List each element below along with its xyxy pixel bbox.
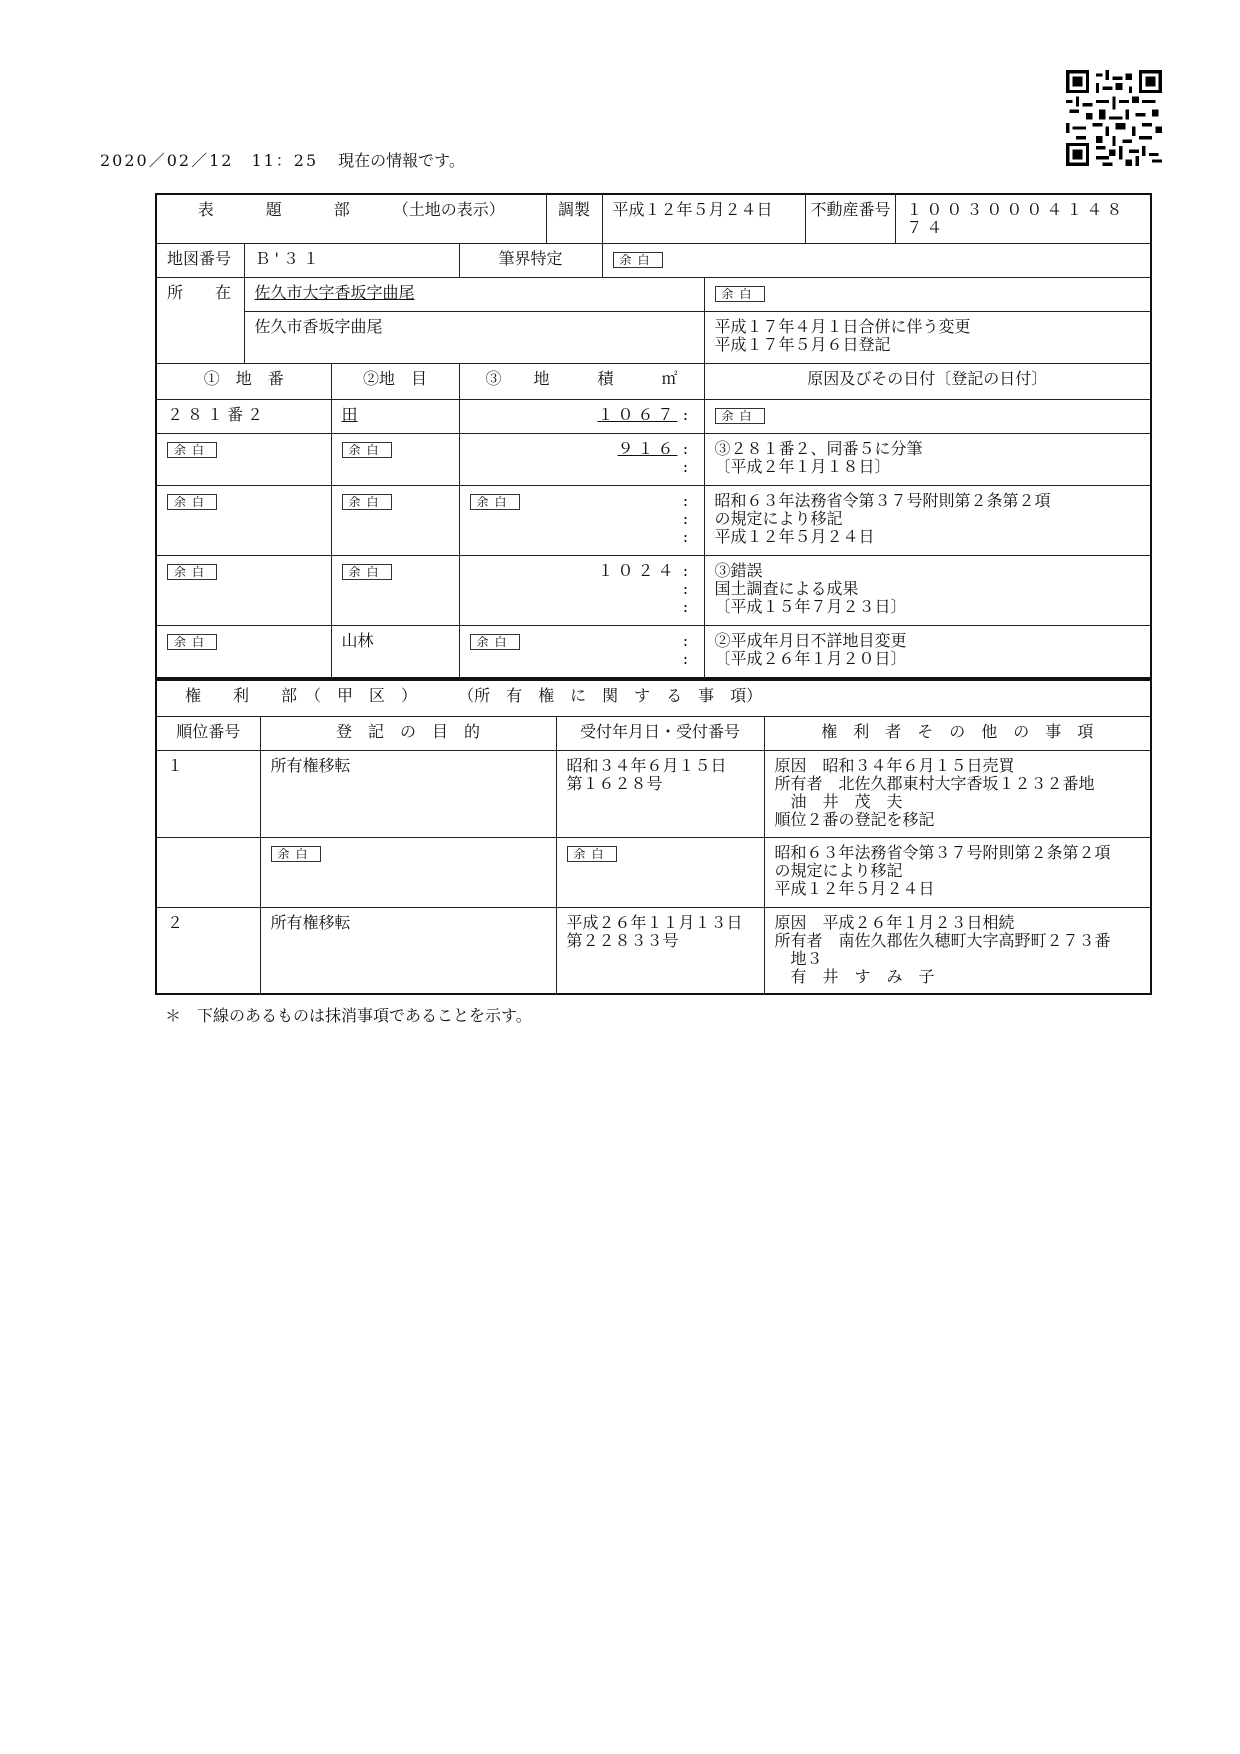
chimoku-cell: 余白 <box>342 564 392 580</box>
chiban-cell: 余白 <box>167 634 217 650</box>
uketsuke-cell: 平成２６年１１月１３日 第２２８３３号 <box>556 907 764 994</box>
chiseki-colon: : : <box>682 631 689 668</box>
chiban-cell: 余白 <box>167 494 217 510</box>
genin-cell: ③２８１番２、同番５に分筆 〔平成２年１月１８日〕 <box>704 434 1151 486</box>
col-chiban: ① 地 番 <box>156 364 331 400</box>
table-row <box>156 400 1151 434</box>
timestamp: 2020／02／12 11：25 <box>100 151 319 170</box>
uketsuke-cell: 昭和３４年６月１５日 第１６２８号 <box>556 750 764 837</box>
chimoku-cell: 田 <box>331 400 459 434</box>
chosei-date: 平成１２年５月２４日 <box>602 194 805 244</box>
hikkai-value: 余白 <box>613 252 663 268</box>
kenri-table <box>155 679 1152 995</box>
chiseki-cell: １０６７ <box>597 405 678 424</box>
chiseki-cell: ９１６ <box>617 439 678 458</box>
fudosan-number: １００３０００４１４８７４ <box>906 200 1127 237</box>
juni-cell <box>156 837 260 907</box>
timestamp-line <box>100 148 465 171</box>
shozai-1-note: 余白 <box>715 286 765 302</box>
hyodai-subtitle: （土地の表示） <box>392 200 505 219</box>
kenri-subtitle: （所 有 権 に 関 す る 事 項） <box>458 686 763 705</box>
col-genin: 原因及びその日付〔登記の日付〕 <box>704 364 1151 400</box>
shozai-1: 佐久市大字香坂字曲尾 <box>244 278 704 312</box>
shozai-2-note: 平成１７年４月１日合併に伴う変更 平成１７年５月６日登記 <box>704 312 1151 364</box>
footnote: ＊ 下線のあるものは抹消事項であることを示す。 <box>165 1006 532 1025</box>
table-row <box>156 486 1151 556</box>
col-chiseki: ③ 地 積 ㎡ <box>459 364 704 400</box>
table-row <box>156 626 1151 678</box>
genin-cell: 余白 <box>715 408 765 424</box>
qr-code-icon <box>1066 70 1162 166</box>
chizu-value: Ｂ'３１ <box>244 244 459 278</box>
shozai-label: 所 在 <box>156 278 244 364</box>
chiban-cell: ２８１番２ <box>156 400 331 434</box>
kenri-title: 権 利 部 （ 甲 区 ） <box>185 686 418 705</box>
kenri-title-cell <box>156 680 1151 716</box>
col-uketsuke: 受付年月日・受付番号 <box>556 716 764 750</box>
hikkai-label: 筆界特定 <box>459 244 602 278</box>
chiseki-colon: : : <box>682 439 689 476</box>
table-row <box>156 434 1151 486</box>
hyodai-title-cell <box>156 194 546 244</box>
chizu-label: 地図番号 <box>156 244 244 278</box>
chosei-label: 調製 <box>546 194 602 244</box>
mokuteki-cell: 余白 <box>271 846 321 862</box>
kenrisha-cell: 原因 平成２６年１月２３日相続 所有者 南佐久郡佐久穂町大字高野町２７３番 地３ 有 井 す み 子 <box>764 907 1151 994</box>
col-juni: 順位番号 <box>156 716 260 750</box>
fudosan-cell <box>805 194 1151 244</box>
uketsuke-cell: 余白 <box>567 846 617 862</box>
chiban-cell: 余白 <box>167 564 217 580</box>
hyodai-title: 表 題 部 <box>197 200 368 219</box>
table-row <box>156 750 1151 837</box>
mokuteki-cell: 所有権移転 <box>260 750 556 837</box>
juni-cell: １ <box>156 750 260 837</box>
chiban-cell: 余白 <box>167 442 217 458</box>
chiseki-cell: １０２４ <box>597 561 678 580</box>
genin-cell: ③錯誤 国土調査による成果 〔平成１５年７月２３日〕 <box>704 556 1151 626</box>
juni-cell: ２ <box>156 907 260 994</box>
chimoku-cell: 余白 <box>342 494 392 510</box>
chiseki-colon: : : : <box>682 561 689 616</box>
kenrisha-cell: 原因 昭和３４年６月１５日売買 所有者 北佐久郡東村大字香坂１２３２番地 油 井 茂 夫 順位２番の登記を移記 <box>764 750 1151 837</box>
chiseki-cell: 余白 <box>470 634 520 650</box>
chimoku-cell: 山林 <box>331 626 459 678</box>
col-kenrisha: 権 利 者 そ の 他 の 事 項 <box>764 716 1151 750</box>
genin-cell: ②平成年月日不詳地目変更 〔平成２６年１月２０日〕 <box>704 626 1151 678</box>
chiseki-cell: 余白 <box>470 494 520 510</box>
genin-cell: 昭和６３年法務省令第３７号附則第２条第２項 の規定により移記 平成１２年５月２４日 <box>704 486 1151 556</box>
hyodai-table <box>155 193 1152 679</box>
chimoku-cell: 余白 <box>342 442 392 458</box>
chiseki-colon: : : : <box>682 491 689 546</box>
table-row <box>156 837 1151 907</box>
table-row <box>156 907 1151 994</box>
fudosan-label: 不動産番号 <box>806 195 897 243</box>
chiseki-colon: : <box>682 405 689 424</box>
table-row <box>156 556 1151 626</box>
col-mokuteki: 登 記 の 目 的 <box>260 716 556 750</box>
mokuteki-cell: 所有権移転 <box>260 907 556 994</box>
col-chimoku: ②地 目 <box>331 364 459 400</box>
kenrisha-cell: 昭和６３年法務省令第３７号附則第２条第２項 の規定により移記 平成１２年５月２４日 <box>764 837 1151 907</box>
shozai-2: 佐久市香坂字曲尾 <box>244 312 704 364</box>
timestamp-note: 現在の情報です。 <box>338 151 465 170</box>
